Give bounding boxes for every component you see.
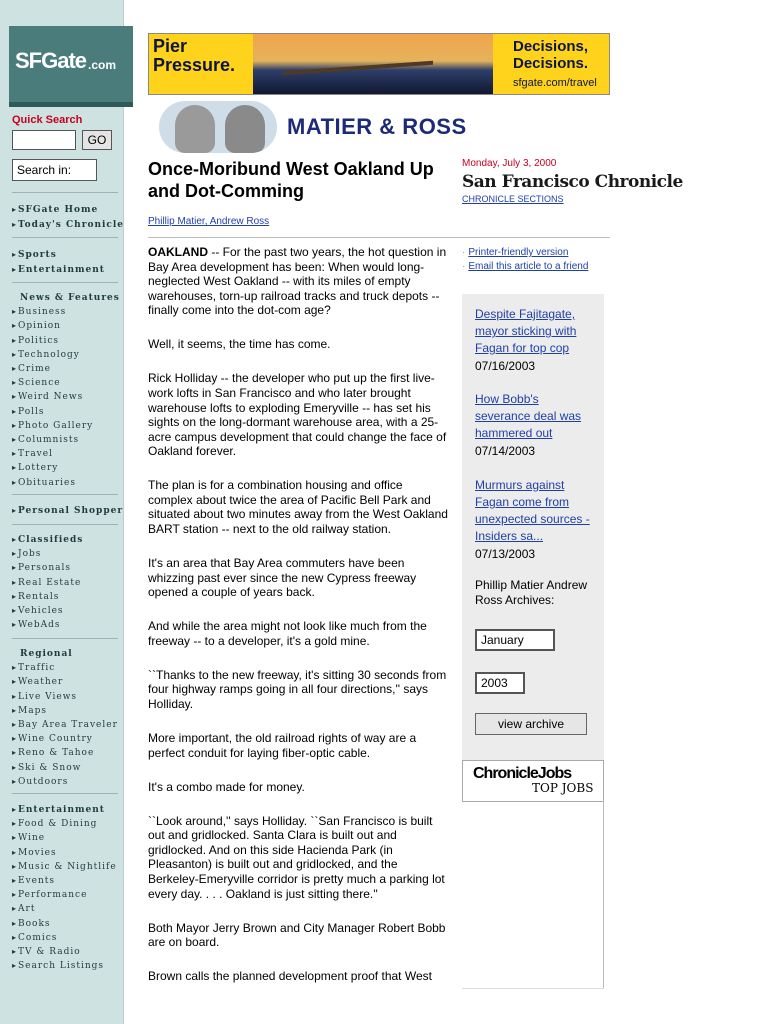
nav-item-wine[interactable]: ▸ Wine — [12, 831, 124, 845]
related-item — [475, 477, 595, 563]
related-date: 07/13/2003 — [475, 547, 536, 561]
nav-item-ski-snow[interactable]: ▸ Ski & Snow — [12, 761, 124, 775]
related-link[interactable]: How Bobb's severance deal was hammered out — [475, 392, 582, 440]
nav-regional-group — [12, 643, 124, 789]
columnist-photo — [225, 105, 265, 153]
nav-personal-shopper[interactable]: ▸ Personal Shopper — [12, 503, 124, 518]
banner-left-line: Pier — [153, 36, 188, 56]
printer-friendly-row — [462, 246, 588, 260]
article-paragraph: It's a combo made for money. — [148, 779, 305, 794]
nav-item-food-dining[interactable]: ▸ Food & Dining — [12, 817, 124, 831]
chronicle-jobs-ad[interactable] — [462, 760, 604, 802]
nav-item-opinion[interactable]: ▸ Opinion — [12, 319, 124, 333]
nav-divider — [12, 793, 118, 794]
nav-item-wine-country[interactable]: ▸ Wine Country — [12, 732, 124, 746]
banner-left-line: Pressure. — [153, 55, 236, 75]
banner-right-text — [513, 38, 588, 72]
quick-search-input[interactable] — [12, 130, 76, 150]
archives-label: Phillip Matier Andrew Ross Archives: — [475, 578, 588, 607]
header-rule — [148, 237, 610, 238]
quick-search-title: Quick Search — [12, 114, 83, 126]
nav-divider — [12, 192, 118, 193]
sfgate-logo[interactable] — [9, 26, 133, 102]
logo-brand: SFGate — [15, 48, 87, 73]
article-headline: Once-Moribund West Oakland Up and Dot-Comming — [148, 159, 434, 201]
nav-item-outdoors[interactable]: ▸ Outdoors — [12, 775, 124, 789]
article-paragraph: Brown calls the planned development proof that West — [148, 969, 432, 984]
nav-item-rentals[interactable]: ▸ Rentals — [12, 590, 124, 604]
dateline: OAKLAND — [148, 245, 208, 259]
nav-item-live-views[interactable]: ▸ Live Views — [12, 690, 124, 704]
nav-divider — [12, 494, 118, 495]
nav-sports-group — [12, 247, 124, 277]
nav-entertainment[interactable]: ▸ Entertainment — [12, 262, 124, 277]
nav-item-maps[interactable]: ▸ Maps — [12, 704, 124, 718]
article-paragraph: Well, it seems, the time has come. — [148, 337, 331, 352]
nav-item-art[interactable]: ▸ Art — [12, 902, 124, 916]
article-paragraph — [148, 245, 450, 318]
nav-top-links — [12, 202, 124, 232]
logo-underbar — [9, 102, 133, 107]
paragraph-text: -- For the past two years, the hot question in Bay Area development has been: When would long-neglected West Oakland -- with its miles of empty warehouses, torn-up railroad tracks and truck depots -- finally come into the dot-com age? — [148, 245, 447, 318]
article-byline[interactable]: Phillip Matier, Andrew Ross — [148, 216, 270, 227]
year-select[interactable]: 2003 — [475, 672, 525, 694]
printer-friendly-link[interactable]: Printer-friendly version — [468, 247, 569, 258]
nav-news-group — [12, 287, 124, 490]
right-column-rule — [603, 800, 604, 988]
nav-item-movies[interactable]: ▸ Movies — [12, 846, 124, 860]
nav-item-tv-radio[interactable]: ▸ TV & Radio — [12, 945, 124, 959]
jobs-tagline: TOP JOBS — [532, 781, 594, 795]
nav-entertainment-group — [12, 802, 124, 973]
nav-entertainment-section[interactable]: ▸ Entertainment — [12, 802, 124, 817]
nav-todays-chronicle[interactable]: ▸ Today's Chronicle — [12, 217, 124, 232]
month-select[interactable]: January — [475, 629, 555, 651]
nav-sfgate-home[interactable]: ▸ SFGate Home — [12, 202, 124, 217]
chronicle-sections-link[interactable]: CHRONICLE SECTIONS — [462, 194, 564, 204]
nav-divider — [12, 282, 118, 283]
nav-divider — [12, 237, 118, 238]
nav-item-vehicles[interactable]: ▸ Vehicles — [12, 604, 124, 618]
related-item — [475, 306, 595, 375]
nav-item-weird-news[interactable]: ▸ Weird News — [12, 390, 124, 404]
chronicle-logo[interactable]: San Francisco Chronicle — [462, 172, 683, 192]
related-item — [475, 391, 595, 460]
related-link[interactable]: Murmurs against Fagan come from unexpected sources - Insiders sa... — [475, 478, 590, 543]
email-article-link[interactable]: Email this article to a friend — [468, 261, 589, 272]
nav-item-real-estate[interactable]: ▸ Real Estate — [12, 576, 124, 590]
nav-item-columnists[interactable]: ▸ Columnists — [12, 433, 124, 447]
email-article-row — [462, 260, 588, 274]
nav-item-business[interactable]: ▸ Business — [12, 305, 124, 319]
article-paragraph: ``Look around,'' says Holliday. ``San Francisco is built out and gridlocked. Santa Clara is built out and gridlocked. And on this side Hacienda Park (in Pleasanton) is built out and gridlocked, and the Berkeley-Emeryville corridor is pretty much a parking lot every day. . . . Oakland is just sitting there.'' — [148, 813, 445, 901]
banner-url: sfgate.com/travel — [513, 77, 597, 89]
jobs-brand: ChronicleJobs — [473, 765, 572, 782]
go-button[interactable]: GO — [82, 130, 112, 150]
article-paragraph: The plan is for a combination housing and office complex about twice the area of Pacific Bell Park and situated about two minutes away from the West Oakland BART station -- next to the old railway station. — [148, 478, 448, 537]
article-paragraph: More important, the old railroad rights of way are a perfect conduit for laying fiber-optic cable. — [148, 730, 417, 760]
article-body — [148, 245, 450, 1003]
nav-sports[interactable]: ▸ Sports — [12, 247, 124, 262]
nav-classifieds[interactable]: ▸ Classifieds — [12, 532, 124, 547]
related-date: 07/14/2003 — [475, 444, 536, 458]
view-archive-button[interactable]: view archive — [475, 713, 587, 735]
bullet-icon: · — [462, 247, 466, 258]
nav-item-webads[interactable]: ▸ WebAds — [12, 618, 124, 632]
article-paragraph: Rick Holliday -- the developer who put up the first live-work lofts in San Francisco and who later brought warehouse lofts to exploding Emeryville -- has set his sights on the long-dormant warehouse area, with a 25-acre campus development that could change the face of Oakland forever. — [148, 371, 447, 459]
related-date: 07/16/2003 — [475, 359, 536, 373]
nav-item-technology[interactable]: ▸ Technology — [12, 348, 124, 362]
nav-divider — [12, 524, 118, 525]
nav-item-jobs[interactable]: ▸ Jobs — [12, 547, 124, 561]
nav-item-lottery[interactable]: ▸ Lottery — [12, 461, 124, 475]
nav-news-header: News & Features — [20, 293, 120, 303]
nav-item-reno-tahoe[interactable]: ▸ Reno & Tahoe — [12, 746, 124, 760]
article-tools — [462, 246, 588, 274]
banner-pier-photo — [253, 34, 493, 94]
column-title: MATIER & ROSS — [287, 114, 467, 139]
nav-item-search-listings[interactable]: ▸ Search Listings — [12, 959, 124, 973]
nav-item-obituaries[interactable]: ▸ Obituaries — [12, 476, 124, 490]
nav-item-personals[interactable]: ▸ Personals — [12, 561, 124, 575]
nav-item-polls[interactable]: ▸ Polls — [12, 405, 124, 419]
article-paragraph: Both Mayor Jerry Brown and City Manager Robert Bobb are on board. — [148, 920, 446, 950]
pier-shape — [283, 61, 433, 75]
nav-classifieds-group — [12, 532, 124, 632]
nav-item-politics[interactable]: ▸ Politics — [12, 334, 124, 348]
nav-item-traffic[interactable]: ▸ Traffic — [12, 661, 124, 675]
publish-date: Monday, July 3, 2000 — [462, 158, 557, 169]
article-paragraph: And while the area might not look like much from the freeway -- to a developer, it's a gold mine. — [148, 619, 427, 648]
columnist-photo — [175, 105, 215, 153]
banner-right-line: Decisions, — [513, 38, 589, 55]
nav-item-science[interactable]: ▸ Science — [12, 376, 124, 390]
nav-regional-header: Regional — [20, 649, 73, 659]
article-paragraph: ``Thanks to the new freeway, it's sitting 30 seconds from four highway ramps going in all four directions,'' says Holliday. — [148, 667, 447, 711]
related-link[interactable]: Despite Fajitagate, mayor sticking with Fagan for top cop — [475, 307, 577, 355]
nav-item-weather[interactable]: ▸ Weather — [12, 675, 124, 689]
nav-divider — [12, 638, 118, 639]
nav-item-crime[interactable]: ▸ Crime — [12, 362, 124, 376]
nav-item-books[interactable]: ▸ Books — [12, 917, 124, 931]
nav-item-events[interactable]: ▸ Events — [12, 874, 124, 888]
bullet-icon: · — [462, 261, 466, 272]
columnist-photos — [159, 101, 277, 153]
related-articles-box — [462, 294, 604, 768]
nav-item-travel[interactable]: ▸ Travel — [12, 447, 124, 461]
nav-item-photo-gallery[interactable]: ▸ Photo Gallery — [12, 419, 124, 433]
logo-suffix: .com — [88, 58, 117, 72]
travel-banner-ad[interactable] — [148, 33, 610, 95]
nav-item-music-nightlife[interactable]: ▸ Music & Nightlife — [12, 860, 124, 874]
nav-item-performance[interactable]: ▸ Performance — [12, 888, 124, 902]
banner-left-text — [153, 37, 235, 75]
nav-shopper-group — [12, 503, 124, 518]
nav-item-bay-area-traveler[interactable]: ▸ Bay Area Traveler — [12, 718, 124, 732]
banner-right-line: Decisions. — [513, 55, 589, 72]
nav-item-comics[interactable]: ▸ Comics — [12, 931, 124, 945]
right-bottom-rule — [462, 988, 604, 989]
article-paragraph: It's an area that Bay Area commuters have been whizzing past ever since the new Cypress freeway opened a couple of years back. — [148, 556, 417, 600]
search-in-select[interactable]: Search in: — [12, 159, 97, 181]
